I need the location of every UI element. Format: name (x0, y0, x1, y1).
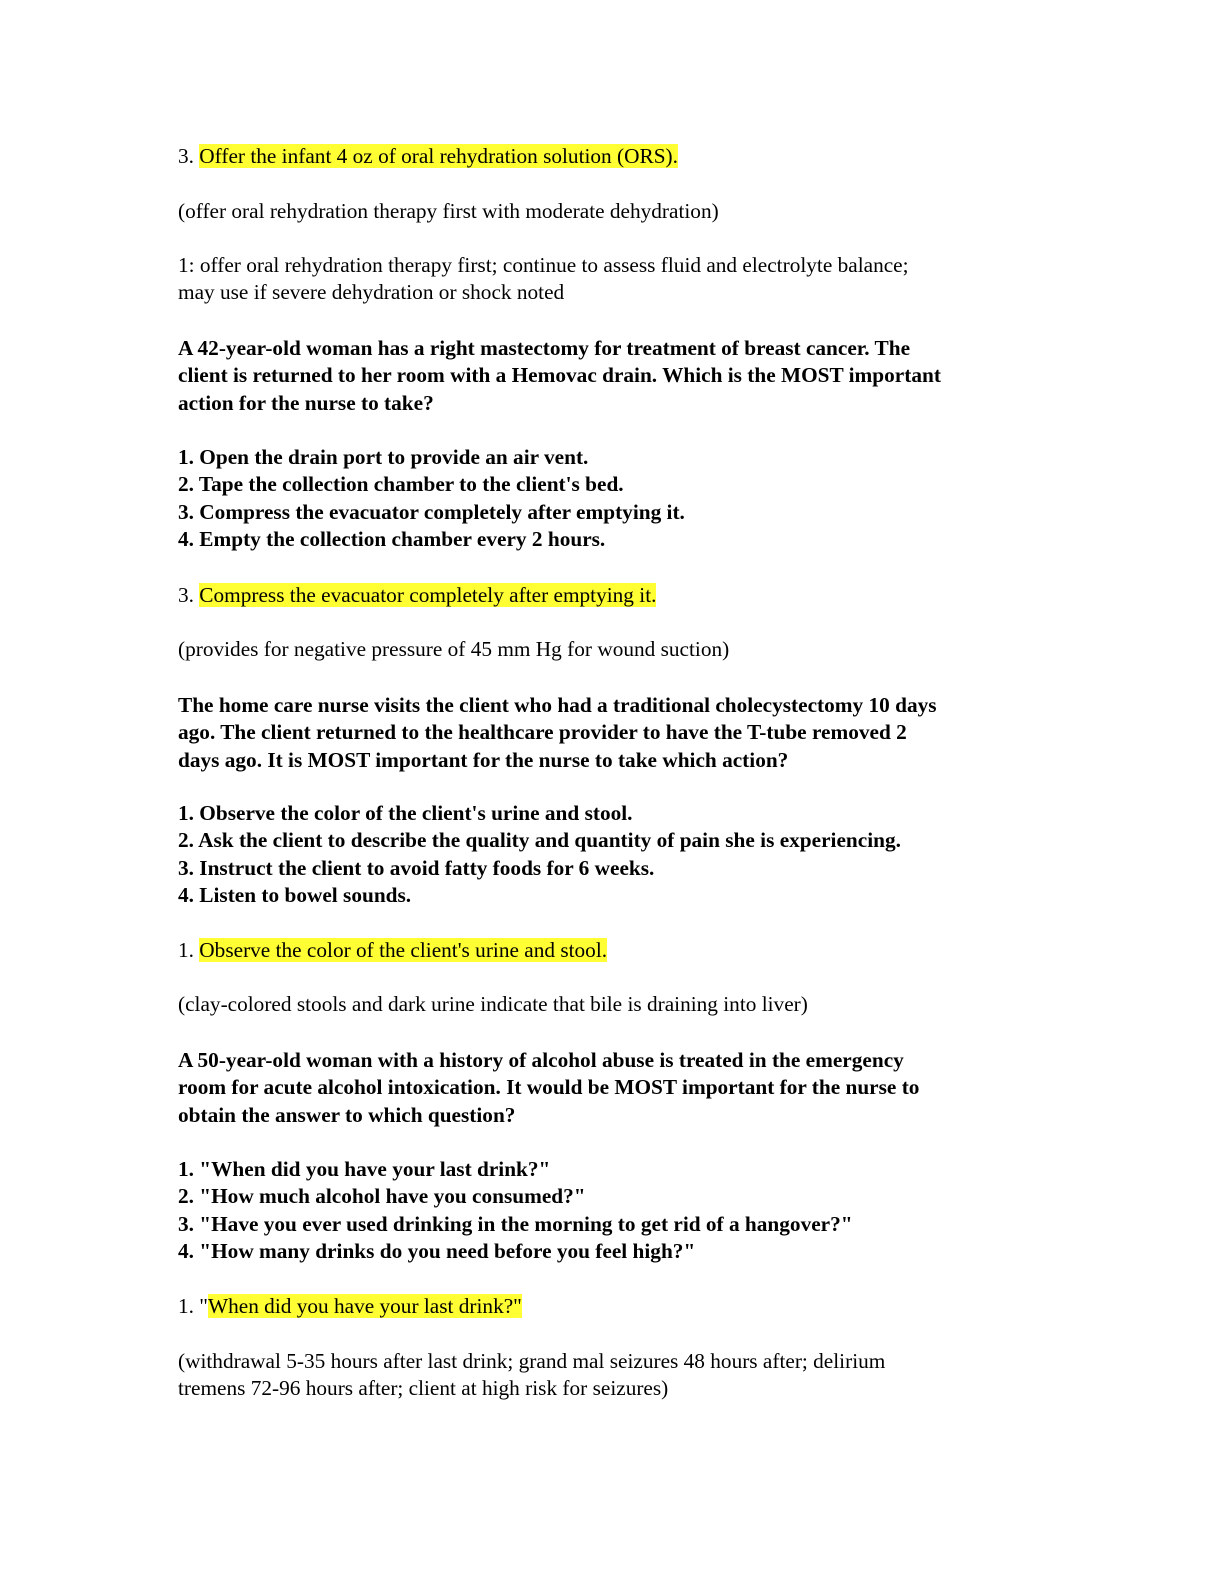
note-line: may use if severe dehydration or shock noted (178, 280, 565, 305)
note-line: (withdrawal 5-35 hours after last drink; grand mal seizures 48 hours after; delirium (178, 1349, 886, 1373)
option-item: 1. Open the drain port to provide an air vent. (178, 445, 589, 469)
question-line: days ago. It is MOST important for the nurse to take which action? (178, 747, 789, 772)
question-line: A 42-year-old woman has a right mastectomy for treatment of breast cancer. The (178, 336, 911, 360)
note-line: (offer oral rehydration therapy first with moderate dehydration) (178, 199, 719, 223)
answer-prefix: 1. " (178, 1294, 208, 1318)
option-item: 2. Tape the collection chamber to the client's bed. (178, 472, 624, 497)
answer-block (178, 937, 1048, 964)
answer-prefix: 1. (178, 938, 200, 962)
highlighted-answer: Offer the infant 4 oz of oral rehydration solution (ORS). (199, 144, 678, 168)
rationale-note (178, 991, 1048, 1018)
rationale-note (178, 1348, 1048, 1403)
rationale-note (178, 636, 1048, 663)
note-line: (provides for negative pressure of 45 mm Hg for wound suction) (178, 637, 730, 661)
option-item: 3. Instruct the client to avoid fatty foods for 6 weeks. (178, 855, 655, 880)
question-stem (178, 335, 1048, 417)
question-line: ago. The client returned to the healthcare provider to have the T-tube removed 2 (178, 720, 907, 745)
question-line: client is returned to her room with a Hemovac drain. Which is the MOST important (178, 363, 941, 388)
answer-prefix: 3. (178, 144, 200, 168)
answer-prefix: 3. (178, 583, 200, 607)
question-stem (178, 1047, 1048, 1129)
highlighted-answer: Observe the color of the client's urine and stool. (199, 938, 608, 962)
question-line: action for the nurse to take? (178, 390, 434, 415)
answer-block (178, 143, 1048, 170)
option-item: 1. Observe the color of the client's urine and stool. (178, 801, 633, 825)
highlighted-answer: Compress the evacuator completely after emptying it. (199, 583, 657, 607)
note-line: (clay-colored stools and dark urine indicate that bile is draining into liver) (178, 992, 808, 1016)
question-line: room for acute alcohol intoxication. It would be MOST important for the nurse to (178, 1075, 920, 1100)
option-item: 3. Compress the evacuator completely after emptying it. (178, 499, 685, 524)
answer-block (178, 582, 1048, 609)
option-item: 4. Empty the collection chamber every 2 hours. (178, 526, 606, 551)
highlighted-answer: When did you have your last drink?" (208, 1294, 522, 1318)
answer-options (178, 1156, 1048, 1265)
note-line: tremens 72-96 hours after; client at high risk for seizures) (178, 1376, 669, 1401)
question-stem (178, 692, 1048, 774)
option-item: 2. "How much alcohol have you consumed?" (178, 1184, 586, 1209)
rationale-note (178, 198, 1048, 225)
question-line: A 50-year-old woman with a history of alcohol abuse is treated in the emergency (178, 1048, 904, 1072)
answer-options (178, 800, 1048, 909)
option-item: 4. Listen to bowel sounds. (178, 882, 412, 907)
option-item: 4. "How many drinks do you need before you feel high?" (178, 1238, 696, 1263)
answer-options (178, 444, 1048, 553)
option-item: 3. "Have you ever used drinking in the morning to get rid of a hangover?" (178, 1211, 853, 1236)
answer-block (178, 1293, 1048, 1320)
option-item: 2. Ask the client to describe the quality and quantity of pain she is experiencing. (178, 828, 901, 853)
question-line: obtain the answer to which question? (178, 1102, 516, 1127)
rationale-note (178, 252, 1048, 307)
question-line: The home care nurse visits the client who had a traditional cholecystectomy 10 days (178, 693, 937, 717)
note-line: 1: offer oral rehydration therapy first; continue to assess fluid and electrolyte balance; (178, 253, 909, 277)
option-item: 1. "When did you have your last drink?" (178, 1157, 551, 1181)
